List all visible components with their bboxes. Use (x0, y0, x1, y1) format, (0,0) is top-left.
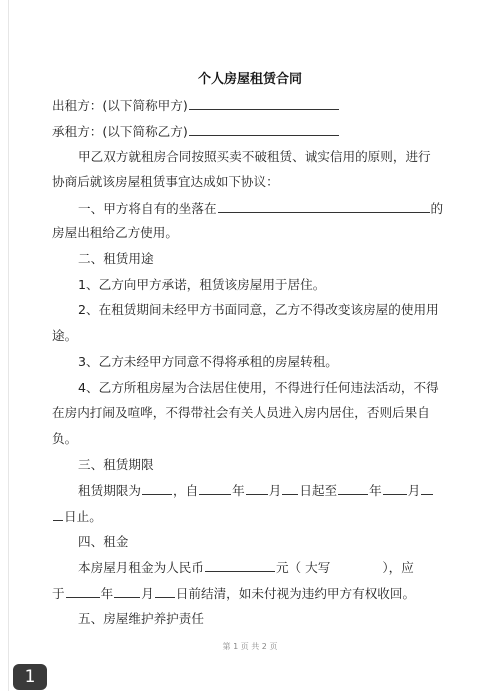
document-title: 个人房屋租赁合同 (197, 72, 302, 87)
day-blank (421, 482, 433, 495)
section-heading: 三、租赁期限 (78, 457, 154, 472)
lessee-line (52, 123, 340, 140)
paragraph-line: 4、乙方所租房屋为合法居住使用，不得进行任何违法活动，不得 (78, 380, 439, 395)
rent-text: 于 (52, 586, 65, 601)
term-text: 日起至 (299, 483, 338, 498)
clause-text: 的 (430, 201, 444, 216)
year-blank (199, 482, 231, 495)
lessor-line (52, 97, 340, 114)
paragraph-line: 房屋出租给乙方使用。 (52, 225, 178, 240)
paragraph-line: 负。 (52, 431, 78, 446)
year-blank (338, 482, 368, 495)
lessor-label: 出租方：(以下简称甲方) (52, 98, 188, 113)
day-blank (282, 482, 298, 495)
location-blank (218, 200, 430, 213)
term-text: 年 (232, 483, 245, 498)
term-text: 月 (268, 483, 282, 498)
term-text: 日止。 (64, 509, 102, 524)
section-heading: 四、租金 (78, 534, 129, 549)
section-heading: 二、租赁用途 (78, 251, 154, 266)
term-text: 年 (369, 483, 382, 498)
page-footer: 第 1 页 共 2 页 (222, 642, 278, 651)
section-heading: 五、房屋维护养护责任 (78, 611, 204, 626)
rent-text: 年 (100, 586, 114, 601)
clause-text: 一、甲方将自有的坐落在 (78, 201, 217, 216)
rent-text: 日前结清，如未付视为违约甲方有权收回。 (175, 586, 416, 601)
rent-line (78, 559, 414, 576)
rent-text: 元（ 大写 (275, 560, 331, 575)
rent-text: 本房屋月租金为人民币 (78, 560, 204, 575)
clause-one-line (78, 200, 443, 217)
term-text: ，自 (172, 483, 199, 498)
rent-text: 月 (141, 586, 154, 601)
month-blank (246, 482, 268, 495)
paragraph-line: 甲乙双方就租房合同按照买卖不破租赁、诚实信用的原则，进行 (78, 149, 431, 164)
term-text: 月 (407, 483, 421, 498)
page-number-badge[interactable]: 1 (13, 664, 47, 690)
term-text: 租赁期限为 (78, 483, 141, 498)
term-line (78, 482, 434, 499)
term-blank (142, 482, 172, 495)
paragraph-line: 2、在租赁期间未经甲方书面同意，乙方不得改变该房屋的使用用 (78, 302, 439, 317)
day-blank (53, 508, 63, 521)
day-blank (155, 585, 175, 598)
lessor-blank (189, 97, 339, 110)
rent-text: ），应 (382, 560, 414, 575)
paragraph-line: 在房内打闹及喧哗，不得带社会有关人员进入房内居住，否则后果自 (52, 405, 430, 420)
rent-due-line (52, 585, 415, 602)
rent-amount-blank (205, 559, 275, 572)
paragraph-line: 途。 (52, 328, 78, 343)
page-edge (8, 0, 9, 691)
paragraph-line: 3、乙方未经甲方同意不得将承租的房屋转租。 (78, 354, 338, 369)
term-end-line (52, 508, 102, 525)
month-blank (114, 585, 140, 598)
paragraph-line: 协商后就该房屋租赁事宜达成如下协议： (52, 174, 279, 189)
year-blank (66, 585, 100, 598)
lessee-blank (189, 123, 339, 136)
month-blank (383, 482, 407, 495)
paragraph-line: 1、乙方向甲方承诺，租赁该房屋用于居住。 (78, 277, 326, 292)
lessee-label: 承租方：(以下简称乙方) (52, 124, 188, 139)
